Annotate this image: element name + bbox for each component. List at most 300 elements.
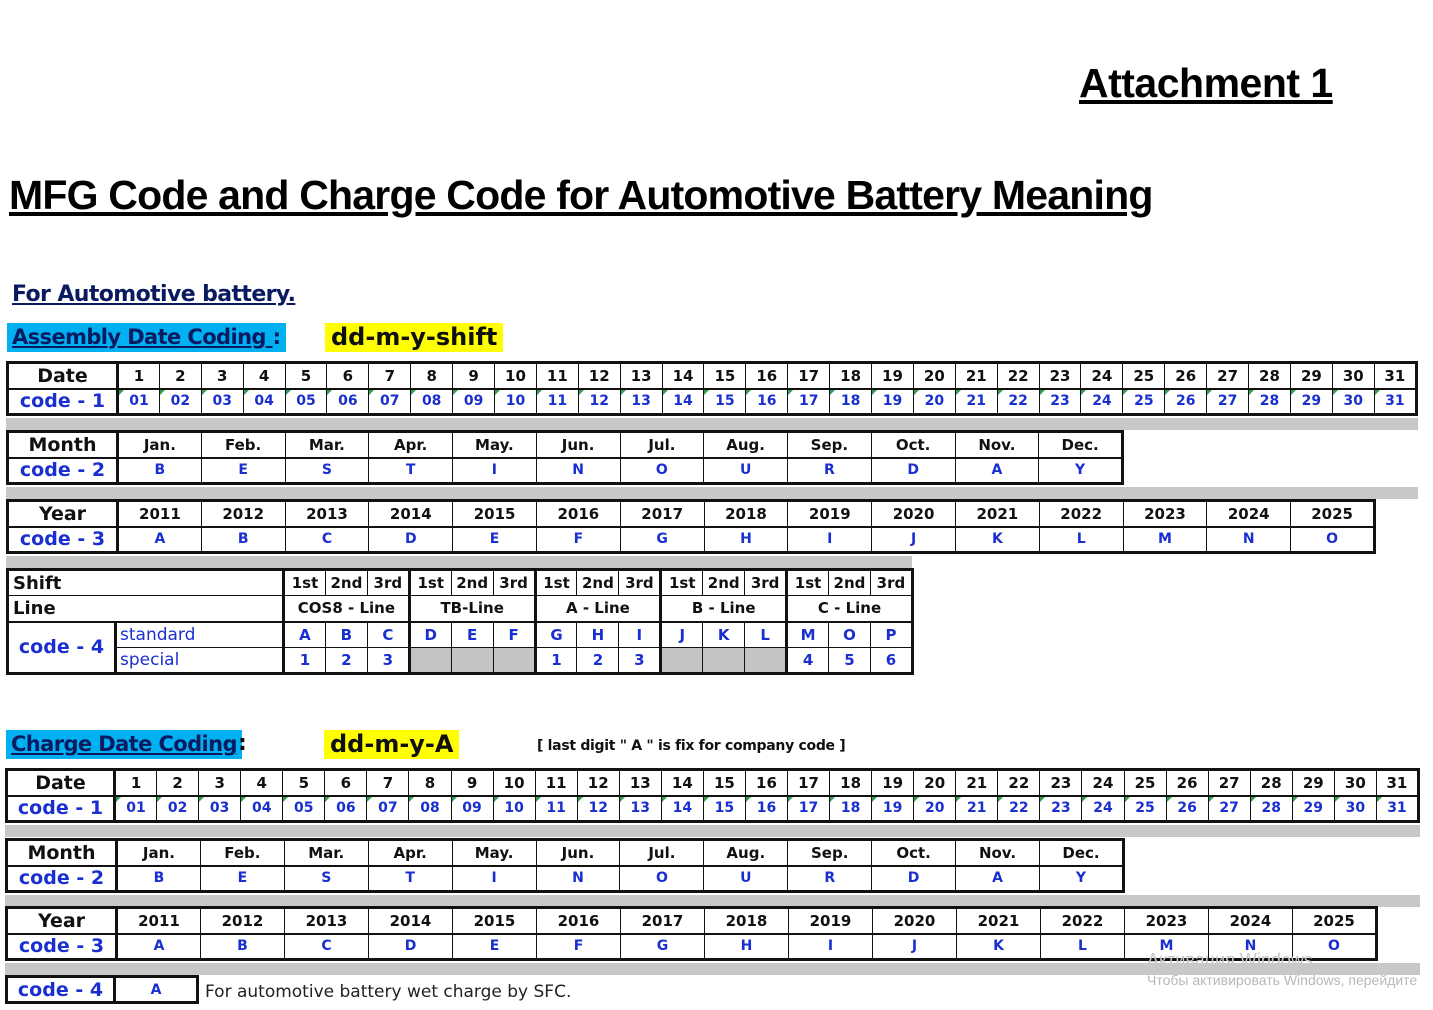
year-code-cell: F bbox=[537, 934, 621, 960]
day-cell: 14 bbox=[662, 363, 704, 389]
shift-header: Shift bbox=[8, 570, 284, 596]
shift-cell: 3rd bbox=[745, 570, 787, 596]
standard-code-cell: C bbox=[367, 622, 409, 648]
day-cell: 11 bbox=[536, 363, 578, 389]
day-cell: 3 bbox=[201, 363, 243, 389]
day-code-cell: 11 bbox=[536, 389, 578, 415]
year-row bbox=[7, 908, 1377, 934]
shift-cell: 1st bbox=[409, 570, 451, 596]
month-code-cell: R bbox=[788, 458, 872, 484]
day-code-cell: 04 bbox=[241, 796, 283, 822]
year-cell: 2014 bbox=[369, 908, 453, 934]
year-row bbox=[8, 501, 1375, 527]
year-code-cell: I bbox=[789, 934, 873, 960]
year-cell: 2016 bbox=[537, 908, 621, 934]
standard-code-cell: P bbox=[870, 622, 912, 648]
month-code-cell: B bbox=[118, 458, 202, 484]
month-header: Month bbox=[7, 840, 117, 866]
line-row bbox=[8, 596, 913, 622]
day-cell: 7 bbox=[369, 363, 411, 389]
standard-code-cell: E bbox=[451, 622, 493, 648]
standard-code-cell: B bbox=[325, 622, 367, 648]
charge-code4-value: A bbox=[115, 977, 198, 1003]
year-cell: 2021 bbox=[957, 908, 1041, 934]
day-cell: 21 bbox=[955, 363, 997, 389]
date-header: Date bbox=[7, 770, 115, 796]
special-code-cell: 3 bbox=[619, 648, 661, 674]
month-cell: Oct. bbox=[871, 432, 955, 458]
shift-cell: 1st bbox=[535, 570, 577, 596]
assembly-format: dd-m-y-shift bbox=[325, 323, 503, 352]
day-cell: 20 bbox=[914, 770, 956, 796]
month-code-cell: R bbox=[788, 866, 872, 892]
standard-code-cell: O bbox=[829, 622, 871, 648]
special-code-cell: 2 bbox=[325, 648, 367, 674]
day-cell: 27 bbox=[1207, 363, 1249, 389]
section-subtitle: For Automotive battery. bbox=[12, 282, 296, 307]
day-code-cell: 02 bbox=[157, 796, 199, 822]
year-cell: 2020 bbox=[873, 908, 957, 934]
day-code-cell: 30 bbox=[1332, 389, 1374, 415]
shift-cell: 1st bbox=[787, 570, 829, 596]
month-code-cell: U bbox=[704, 866, 788, 892]
year-cell: 2021 bbox=[955, 501, 1039, 527]
day-cell: 6 bbox=[325, 770, 367, 796]
year-code-cell: E bbox=[453, 527, 537, 553]
special-code-cell: 1 bbox=[284, 648, 326, 674]
day-cell: 1 bbox=[115, 770, 157, 796]
year-code-cell: E bbox=[453, 934, 537, 960]
month-code-cell: A bbox=[956, 866, 1040, 892]
day-code-cell: 24 bbox=[1082, 796, 1124, 822]
special-code-cell bbox=[745, 648, 787, 674]
separator-bar bbox=[6, 556, 912, 568]
day-code-cell: 22 bbox=[998, 796, 1040, 822]
special-code-cell bbox=[493, 648, 535, 674]
day-cell: 23 bbox=[1040, 770, 1082, 796]
assembly-date-table bbox=[6, 361, 1418, 416]
year-code-cell: K bbox=[957, 934, 1041, 960]
day-cell: 12 bbox=[577, 770, 619, 796]
day-cell: 15 bbox=[703, 770, 745, 796]
standard-code-cell: G bbox=[535, 622, 577, 648]
year-code-cell: N bbox=[1209, 934, 1293, 960]
day-code-cell: 16 bbox=[746, 389, 788, 415]
day-code-cell: 13 bbox=[620, 389, 662, 415]
line-cell: B - Line bbox=[661, 596, 787, 622]
month-cell: Nov. bbox=[955, 432, 1039, 458]
year-cell: 2024 bbox=[1207, 501, 1291, 527]
month-cell: Jul. bbox=[620, 840, 704, 866]
day-code-cell: 27 bbox=[1208, 796, 1250, 822]
day-code-cell: 23 bbox=[1040, 796, 1082, 822]
month-code-cell: U bbox=[704, 458, 788, 484]
year-code-cell: L bbox=[1039, 527, 1123, 553]
charge-code4-table bbox=[5, 975, 199, 1004]
day-code-cell: 05 bbox=[283, 796, 325, 822]
day-cell: 28 bbox=[1249, 363, 1291, 389]
year-cell: 2017 bbox=[621, 908, 705, 934]
day-cell: 23 bbox=[1039, 363, 1081, 389]
line-cell: A - Line bbox=[535, 596, 661, 622]
day-code-cell: 21 bbox=[956, 796, 998, 822]
year-code-cell: H bbox=[704, 527, 788, 553]
special-code-cell: 3 bbox=[367, 648, 409, 674]
date-code-row bbox=[7, 796, 1419, 822]
day-code-cell: 27 bbox=[1207, 389, 1249, 415]
standard-label: standard bbox=[116, 622, 284, 648]
day-code-cell: 07 bbox=[369, 389, 411, 415]
month-cell: Feb. bbox=[200, 840, 284, 866]
year-code-header: code - 3 bbox=[8, 527, 118, 553]
shift-row bbox=[8, 570, 913, 596]
day-cell: 31 bbox=[1374, 363, 1416, 389]
day-code-cell: 03 bbox=[201, 389, 243, 415]
day-cell: 13 bbox=[619, 770, 661, 796]
day-code-cell: 23 bbox=[1039, 389, 1081, 415]
month-cell: Sep. bbox=[788, 840, 872, 866]
year-cell: 2017 bbox=[620, 501, 704, 527]
year-code-cell: H bbox=[705, 934, 789, 960]
month-code-row bbox=[7, 866, 1124, 892]
special-code-cell: 6 bbox=[870, 648, 912, 674]
month-code-cell: A bbox=[955, 458, 1039, 484]
day-code-cell: 14 bbox=[662, 389, 704, 415]
day-cell: 19 bbox=[872, 363, 914, 389]
month-code-cell: D bbox=[872, 866, 956, 892]
day-cell: 5 bbox=[283, 770, 325, 796]
day-code-cell: 26 bbox=[1165, 389, 1207, 415]
year-cell: 2019 bbox=[788, 501, 872, 527]
special-code-cell: 1 bbox=[535, 648, 577, 674]
date-row bbox=[8, 363, 1417, 389]
day-code-cell: 06 bbox=[327, 389, 369, 415]
year-code-cell: I bbox=[788, 527, 872, 553]
day-code-cell: 15 bbox=[704, 389, 746, 415]
month-cell: Nov. bbox=[956, 840, 1040, 866]
day-code-cell: 30 bbox=[1334, 796, 1376, 822]
day-cell: 27 bbox=[1208, 770, 1250, 796]
day-cell: 8 bbox=[411, 363, 453, 389]
day-cell: 30 bbox=[1334, 770, 1376, 796]
month-code-cell: N bbox=[536, 458, 620, 484]
day-cell: 14 bbox=[661, 770, 703, 796]
year-cell: 2016 bbox=[536, 501, 620, 527]
day-cell: 12 bbox=[578, 363, 620, 389]
month-code-cell: O bbox=[620, 866, 704, 892]
shift-cell: 1st bbox=[661, 570, 703, 596]
special-code-cell: 2 bbox=[577, 648, 619, 674]
year-code-cell: M bbox=[1123, 527, 1207, 553]
year-code-cell: G bbox=[621, 934, 705, 960]
day-code-cell: 18 bbox=[830, 389, 872, 415]
day-cell: 2 bbox=[159, 363, 201, 389]
day-code-cell: 11 bbox=[535, 796, 577, 822]
year-code-cell: O bbox=[1291, 527, 1375, 553]
month-cell: Feb. bbox=[201, 432, 285, 458]
day-cell: 17 bbox=[788, 770, 830, 796]
day-code-cell: 10 bbox=[495, 389, 537, 415]
charge-date-coding-label bbox=[6, 730, 242, 759]
day-code-cell: 03 bbox=[199, 796, 241, 822]
special-code-cell bbox=[661, 648, 703, 674]
activation-watermark-text: Чтобы активировать Windows, перейдите bbox=[1147, 972, 1418, 988]
day-cell: 26 bbox=[1166, 770, 1208, 796]
year-code-cell: J bbox=[872, 527, 956, 553]
month-cell: Mar. bbox=[285, 432, 369, 458]
day-cell: 18 bbox=[830, 770, 872, 796]
shift-cell: 3rd bbox=[619, 570, 661, 596]
year-cell: 2020 bbox=[872, 501, 956, 527]
special-code-cell: 5 bbox=[829, 648, 871, 674]
month-cell: Oct. bbox=[872, 840, 956, 866]
day-cell: 8 bbox=[409, 770, 451, 796]
date-row bbox=[7, 770, 1419, 796]
day-code-cell: 08 bbox=[411, 389, 453, 415]
day-cell: 10 bbox=[495, 363, 537, 389]
day-code-cell: 09 bbox=[453, 389, 495, 415]
day-code-cell: 22 bbox=[997, 389, 1039, 415]
day-code-cell: 31 bbox=[1374, 389, 1416, 415]
year-code-row bbox=[8, 527, 1375, 553]
wet-charge-description: For automotive battery wet charge by SFC. bbox=[205, 982, 572, 1002]
day-code-cell: 01 bbox=[115, 796, 157, 822]
shift-cell: 1st bbox=[284, 570, 326, 596]
month-cell: May. bbox=[452, 840, 536, 866]
day-code-cell: 19 bbox=[872, 796, 914, 822]
year-code-cell: G bbox=[620, 527, 704, 553]
separator-bar bbox=[5, 825, 1420, 837]
year-header: Year bbox=[8, 501, 118, 527]
year-code-cell: O bbox=[1293, 934, 1377, 960]
day-code-cell: 20 bbox=[914, 796, 956, 822]
year-cell: 2011 bbox=[117, 908, 201, 934]
special-label: special bbox=[116, 648, 284, 674]
shift-cell: 3rd bbox=[870, 570, 912, 596]
month-cell: Aug. bbox=[704, 840, 788, 866]
month-code-header: code - 2 bbox=[8, 458, 118, 484]
day-cell: 6 bbox=[327, 363, 369, 389]
day-cell: 5 bbox=[285, 363, 327, 389]
day-cell: 31 bbox=[1376, 770, 1418, 796]
month-code-cell: B bbox=[117, 866, 201, 892]
month-cell: Apr. bbox=[369, 432, 453, 458]
day-cell: 24 bbox=[1081, 363, 1123, 389]
assembly-month-table bbox=[6, 430, 1124, 485]
year-cell: 2023 bbox=[1125, 908, 1209, 934]
day-cell: 9 bbox=[453, 363, 495, 389]
shift-code-header: code - 4 bbox=[8, 622, 116, 674]
day-code-cell: 17 bbox=[788, 796, 830, 822]
day-cell: 18 bbox=[830, 363, 872, 389]
standard-code-cell: D bbox=[409, 622, 451, 648]
day-cell: 25 bbox=[1124, 770, 1166, 796]
day-code-cell: 02 bbox=[159, 389, 201, 415]
attachment-label: Attachment 1 bbox=[1079, 60, 1333, 106]
day-cell: 30 bbox=[1332, 363, 1374, 389]
special-code-cell: 4 bbox=[787, 648, 829, 674]
month-code-cell: S bbox=[285, 458, 369, 484]
shift-cell: 2nd bbox=[577, 570, 619, 596]
standard-code-cell: L bbox=[745, 622, 787, 648]
day-code-cell: 13 bbox=[619, 796, 661, 822]
day-code-cell: 05 bbox=[285, 389, 327, 415]
year-cell: 2015 bbox=[453, 501, 537, 527]
month-cell: Jan. bbox=[118, 432, 202, 458]
month-cell: Dec. bbox=[1039, 840, 1123, 866]
day-cell: 16 bbox=[745, 770, 787, 796]
shift-cell: 3rd bbox=[493, 570, 535, 596]
day-code-cell: 15 bbox=[703, 796, 745, 822]
month-cell: Jun. bbox=[536, 840, 620, 866]
year-code-cell: C bbox=[285, 934, 369, 960]
assembly-date-coding-label bbox=[7, 323, 286, 352]
day-code-cell: 25 bbox=[1123, 389, 1165, 415]
month-cell: Jul. bbox=[620, 432, 704, 458]
day-cell: 3 bbox=[199, 770, 241, 796]
standard-code-cell: A bbox=[284, 622, 326, 648]
month-code-cell: O bbox=[620, 458, 704, 484]
day-code-cell: 14 bbox=[661, 796, 703, 822]
month-code-cell: T bbox=[369, 458, 453, 484]
line-cell: COS8 - Line bbox=[284, 596, 410, 622]
day-code-cell: 12 bbox=[578, 389, 620, 415]
year-code-cell: B bbox=[201, 934, 285, 960]
day-cell: 20 bbox=[913, 363, 955, 389]
separator-bar bbox=[6, 487, 1418, 499]
day-code-cell: 09 bbox=[451, 796, 493, 822]
line-cell: C - Line bbox=[787, 596, 913, 622]
year-code-cell: A bbox=[118, 527, 202, 553]
line-header: Line bbox=[8, 596, 284, 622]
day-code-cell: 31 bbox=[1376, 796, 1418, 822]
year-code-cell: L bbox=[1041, 934, 1125, 960]
day-cell: 4 bbox=[243, 363, 285, 389]
assembly-label-text: Assembly Date Coding bbox=[12, 325, 273, 349]
year-cell: 2015 bbox=[453, 908, 537, 934]
year-code-cell: C bbox=[285, 527, 369, 553]
day-cell: 22 bbox=[997, 363, 1039, 389]
standard-code-cell: H bbox=[577, 622, 619, 648]
day-cell: 16 bbox=[746, 363, 788, 389]
charge-colon: : bbox=[238, 731, 247, 756]
day-code-cell: 28 bbox=[1250, 796, 1292, 822]
page-title: MFG Code and Charge Code for Automotive Battery Meaning bbox=[9, 172, 1153, 218]
day-cell: 29 bbox=[1290, 363, 1332, 389]
day-cell: 19 bbox=[872, 770, 914, 796]
year-code-cell: A bbox=[117, 934, 201, 960]
year-cell: 2018 bbox=[704, 501, 788, 527]
line-cell: TB-Line bbox=[409, 596, 535, 622]
year-cell: 2025 bbox=[1293, 908, 1377, 934]
day-code-cell: 26 bbox=[1166, 796, 1208, 822]
assembly-colon: : bbox=[272, 325, 281, 349]
special-code-cell bbox=[703, 648, 745, 674]
year-cell: 2012 bbox=[201, 908, 285, 934]
month-code-cell: Y bbox=[1039, 458, 1123, 484]
day-cell: 9 bbox=[451, 770, 493, 796]
month-row bbox=[7, 840, 1124, 866]
month-cell: Apr. bbox=[368, 840, 452, 866]
month-cell: Jan. bbox=[117, 840, 201, 866]
year-cell: 2014 bbox=[369, 501, 453, 527]
month-code-cell: E bbox=[200, 866, 284, 892]
standard-row bbox=[8, 622, 913, 648]
day-cell: 11 bbox=[535, 770, 577, 796]
month-code-cell: I bbox=[452, 866, 536, 892]
month-code-header: code - 2 bbox=[7, 866, 117, 892]
day-code-cell: 28 bbox=[1249, 389, 1291, 415]
month-row bbox=[8, 432, 1123, 458]
month-cell: May. bbox=[453, 432, 537, 458]
year-code-cell: D bbox=[369, 527, 453, 553]
day-code-cell: 21 bbox=[955, 389, 997, 415]
year-code-cell: J bbox=[873, 934, 957, 960]
day-cell: 24 bbox=[1082, 770, 1124, 796]
day-code-cell: 07 bbox=[367, 796, 409, 822]
month-cell: Sep. bbox=[788, 432, 872, 458]
special-row bbox=[8, 648, 913, 674]
standard-code-cell: J bbox=[661, 622, 703, 648]
day-code-cell: 17 bbox=[788, 389, 830, 415]
charge-code4-row bbox=[7, 977, 198, 1003]
special-code-cell bbox=[451, 648, 493, 674]
activation-watermark-title: Активация Windows bbox=[1147, 950, 1313, 970]
year-cell: 2022 bbox=[1039, 501, 1123, 527]
day-code-cell: 19 bbox=[872, 389, 914, 415]
day-cell: 21 bbox=[956, 770, 998, 796]
year-cell: 2018 bbox=[705, 908, 789, 934]
shift-cell: 3rd bbox=[367, 570, 409, 596]
shift-cell: 2nd bbox=[829, 570, 871, 596]
day-code-cell: 29 bbox=[1292, 796, 1334, 822]
separator-bar bbox=[6, 418, 1418, 430]
year-header: Year bbox=[7, 908, 117, 934]
company-code-note: [ last digit " A " is fix for company code ] bbox=[537, 738, 846, 754]
day-code-cell: 06 bbox=[325, 796, 367, 822]
standard-code-cell: M bbox=[787, 622, 829, 648]
day-cell: 25 bbox=[1123, 363, 1165, 389]
year-cell: 2013 bbox=[285, 908, 369, 934]
month-code-cell: Y bbox=[1039, 866, 1123, 892]
standard-code-cell: I bbox=[619, 622, 661, 648]
day-code-cell: 24 bbox=[1081, 389, 1123, 415]
day-code-cell: 12 bbox=[577, 796, 619, 822]
day-code-cell: 20 bbox=[913, 389, 955, 415]
month-header: Month bbox=[8, 432, 118, 458]
charge-month-table bbox=[5, 838, 1125, 893]
shift-cell: 2nd bbox=[703, 570, 745, 596]
day-code-cell: 08 bbox=[409, 796, 451, 822]
day-cell: 4 bbox=[241, 770, 283, 796]
date-header: Date bbox=[8, 363, 118, 389]
day-cell: 2 bbox=[157, 770, 199, 796]
year-code-cell: M bbox=[1125, 934, 1209, 960]
month-cell: Dec. bbox=[1039, 432, 1123, 458]
day-code-cell: 18 bbox=[830, 796, 872, 822]
day-code-cell: 29 bbox=[1290, 389, 1332, 415]
day-code-cell: 01 bbox=[118, 389, 160, 415]
year-cell: 2019 bbox=[789, 908, 873, 934]
year-cell: 2022 bbox=[1041, 908, 1125, 934]
year-cell: 2012 bbox=[201, 501, 285, 527]
month-code-cell: N bbox=[536, 866, 620, 892]
year-code-cell: K bbox=[955, 527, 1039, 553]
assembly-year-table bbox=[6, 499, 1376, 554]
day-code-cell: 16 bbox=[745, 796, 787, 822]
day-cell: 28 bbox=[1250, 770, 1292, 796]
year-cell: 2013 bbox=[285, 501, 369, 527]
